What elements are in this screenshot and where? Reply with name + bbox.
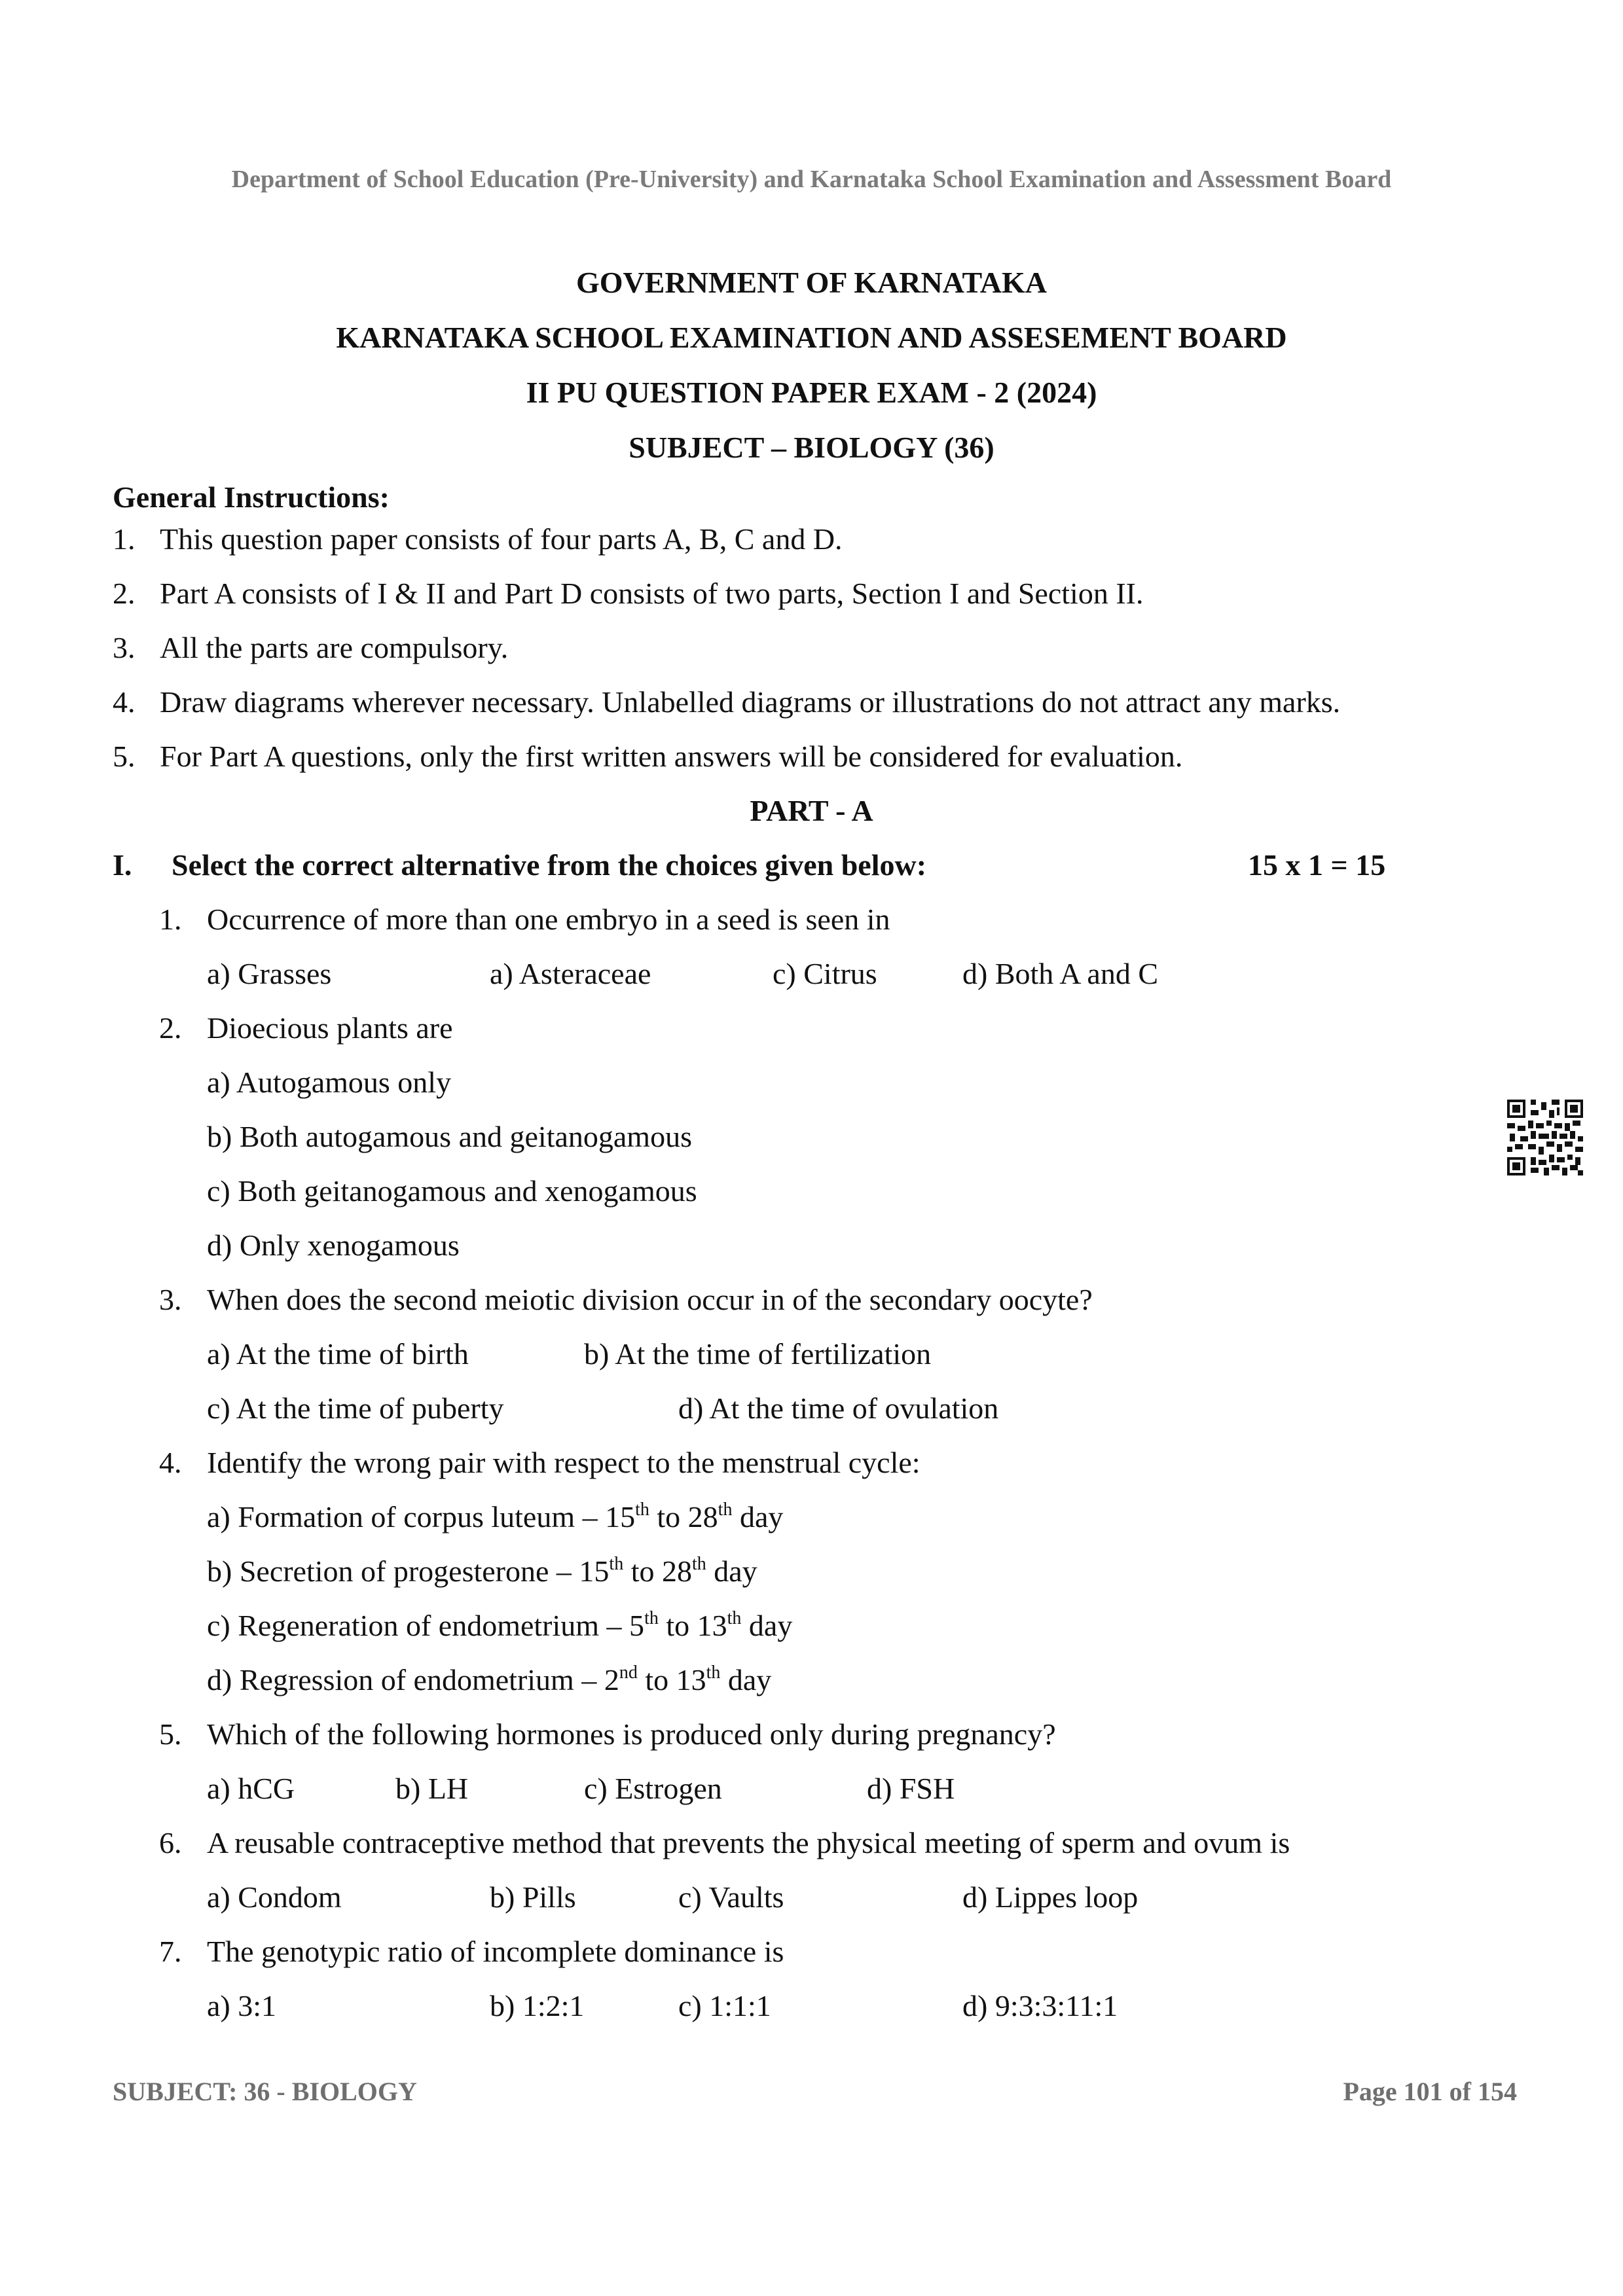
option-c: c) Estrogen bbox=[584, 1772, 722, 1805]
question-text: Which of the following hormones is produced only during pregnancy? bbox=[207, 1717, 1056, 1751]
instruction-text: Part A consists of I & II and Part D consists of two parts, Section I and Section II. bbox=[160, 577, 1144, 610]
option-a: a) At the time of birth bbox=[207, 1337, 469, 1371]
department-header: Department of School Education (Pre-University) and Karnataka School Examination and Assessment Board bbox=[231, 166, 1392, 193]
question-number: 4. bbox=[159, 1446, 182, 1479]
option-c: c) At the time of puberty bbox=[207, 1391, 504, 1425]
option-d: d) Both A and C bbox=[962, 957, 1159, 990]
option-b: b) LH bbox=[395, 1772, 469, 1805]
option-d: d) Regression of endometrium – 2nd to 13th day bbox=[207, 1662, 772, 1696]
government-title: GOVERNMENT OF KARNATAKA bbox=[576, 266, 1047, 299]
section-marks: 15 x 1 = 15 bbox=[1248, 848, 1386, 882]
instruction-number: 3. bbox=[113, 631, 136, 664]
option-a: a) Formation of corpus luteum – 15th to 28th day bbox=[207, 1499, 784, 1534]
instruction-text: All the parts are compulsory. bbox=[160, 631, 509, 664]
option-d: d) 9:3:3:11:1 bbox=[962, 1989, 1118, 2022]
instruction-number: 2. bbox=[113, 577, 136, 610]
question-text: The genotypic ratio of incomplete dominance is bbox=[207, 1935, 784, 1968]
question-number: 7. bbox=[159, 1935, 182, 1968]
question-text: Occurrence of more than one embryo in a seed is seen in bbox=[207, 903, 890, 936]
question-number: 6. bbox=[159, 1826, 182, 1859]
part-a-title: PART - A bbox=[750, 794, 873, 827]
option-b: b) Pills bbox=[490, 1880, 576, 1914]
option-b: b) At the time of fertilization bbox=[584, 1337, 932, 1371]
footer-page-number: Page 101 of 154 bbox=[1343, 2077, 1517, 2106]
option-c: c) Citrus bbox=[773, 957, 877, 990]
instruction-number: 5. bbox=[113, 740, 136, 773]
instructions-title: General Instructions: bbox=[113, 480, 390, 514]
instruction-text: For Part A questions, only the first written answers will be considered for evaluation. bbox=[160, 740, 1183, 773]
option-c: c) Regeneration of endometrium – 5th to 13th day bbox=[207, 1607, 793, 1642]
question-number: 1. bbox=[159, 903, 182, 936]
option-a: a) 3:1 bbox=[207, 1989, 277, 2022]
instruction-text: This question paper consists of four parts A, B, C and D. bbox=[160, 522, 843, 556]
option-a: a) Autogamous only bbox=[207, 1066, 452, 1099]
option-d: d) Only xenogamous bbox=[207, 1229, 460, 1262]
option-c: c) Both geitanogamous and xenogamous bbox=[207, 1174, 697, 1208]
section-number: I. bbox=[113, 848, 132, 882]
option-a: a) hCG bbox=[207, 1772, 295, 1805]
option-a: a) Grasses bbox=[207, 957, 332, 990]
instruction-number: 4. bbox=[113, 685, 136, 719]
section-instruction: Select the correct alternative from the choices given below: bbox=[172, 848, 927, 882]
option-d: d) At the time of ovulation bbox=[678, 1391, 999, 1425]
question-number: 2. bbox=[159, 1011, 182, 1045]
question-number: 3. bbox=[159, 1283, 182, 1316]
question-text: Dioecious plants are bbox=[207, 1011, 453, 1045]
question-text: When does the second meiotic division occur in of the secondary oocyte? bbox=[207, 1283, 1093, 1316]
option-b: b) Both autogamous and geitanogamous bbox=[207, 1120, 692, 1153]
option-a: a) Condom bbox=[207, 1880, 342, 1914]
option-c: c) Vaults bbox=[678, 1880, 784, 1914]
option-b: b) Secretion of progesterone – 15th to 28th day bbox=[207, 1553, 757, 1588]
qr-code bbox=[1507, 1100, 1583, 1175]
board-title: KARNATAKA SCHOOL EXAMINATION AND ASSESEMENT BOARD bbox=[336, 321, 1287, 354]
exam-title: II PU QUESTION PAPER EXAM - 2 (2024) bbox=[526, 376, 1097, 409]
question-text: A reusable contraceptive method that prevents the physical meeting of sperm and ovum is bbox=[207, 1826, 1290, 1859]
option-b: a) Asteraceae bbox=[490, 957, 651, 990]
instruction-text: Draw diagrams wherever necessary. Unlabelled diagrams or illustrations do not attract any marks. bbox=[160, 685, 1341, 719]
footer-subject: SUBJECT: 36 - BIOLOGY bbox=[113, 2077, 417, 2106]
option-d: d) Lippes loop bbox=[962, 1880, 1139, 1914]
instruction-number: 1. bbox=[113, 522, 136, 556]
question-number: 5. bbox=[159, 1717, 182, 1751]
option-b: b) 1:2:1 bbox=[490, 1989, 585, 2022]
option-d: d) FSH bbox=[867, 1772, 955, 1805]
question-text: Identify the wrong pair with respect to the menstrual cycle: bbox=[207, 1446, 921, 1479]
subject-title: SUBJECT – BIOLOGY (36) bbox=[629, 431, 994, 464]
option-c: c) 1:1:1 bbox=[678, 1989, 771, 2022]
